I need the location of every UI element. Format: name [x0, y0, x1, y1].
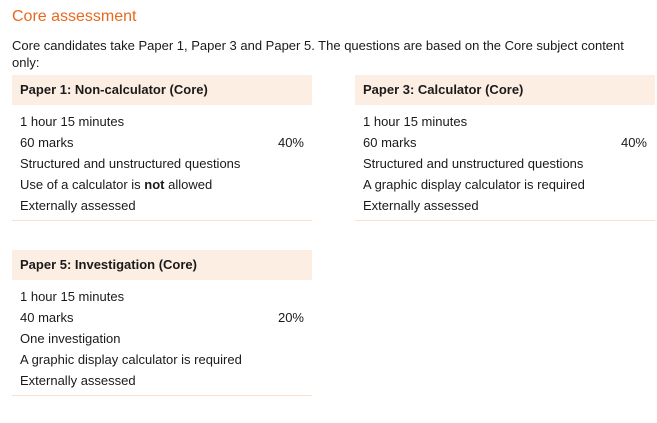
intro-text: Core candidates take Paper 1, Paper 3 and Paper 5. The questions are based on the Core subject content only:	[12, 38, 624, 70]
paper-1-title: Paper 1: Non-calculator (Core)	[12, 75, 312, 105]
paper-5-marks: 40 marks	[20, 310, 74, 325]
paper-5-assessment: Externally assessed	[20, 373, 136, 388]
paper-5-calculator-rule: A graphic display calculator is required	[20, 352, 242, 367]
paper-3-calculator-rule: A graphic display calculator is required	[363, 177, 585, 192]
paper-1-duration: 1 hour 15 minutes	[20, 114, 125, 129]
paper-3-title: Paper 3: Calculator (Core)	[355, 75, 655, 105]
paper-5-title: Paper 5: Investigation (Core)	[12, 250, 312, 280]
paper-3-duration: 1 hour 15 minutes	[363, 114, 468, 129]
paper-5-duration: 1 hour 15 minutes	[20, 289, 125, 304]
paper-3-card	[355, 75, 655, 221]
paper-5-card	[12, 250, 312, 396]
paper-1-question-type: Structured and unstructured questions	[20, 156, 241, 171]
paper-1-marks: 60 marks	[20, 135, 74, 150]
section-title: Core assessment	[12, 8, 137, 25]
paper-1-assessment: Externally assessed	[20, 198, 136, 213]
paper-1-card	[12, 75, 312, 221]
paper-3-assessment: Externally assessed	[363, 198, 479, 213]
paper-3-marks: 60 marks	[363, 135, 417, 150]
paper-3-question-type: Structured and unstructured questions	[363, 156, 584, 171]
paper-1-weight: 40%	[277, 135, 304, 150]
paper-5-weight: 20%	[277, 310, 304, 325]
paper-5-question-type: One investigation	[20, 331, 121, 346]
paper-1-calculator-rule: Use of a calculator is not allowed	[20, 177, 213, 192]
paper-3-weight: 40%	[620, 135, 647, 150]
